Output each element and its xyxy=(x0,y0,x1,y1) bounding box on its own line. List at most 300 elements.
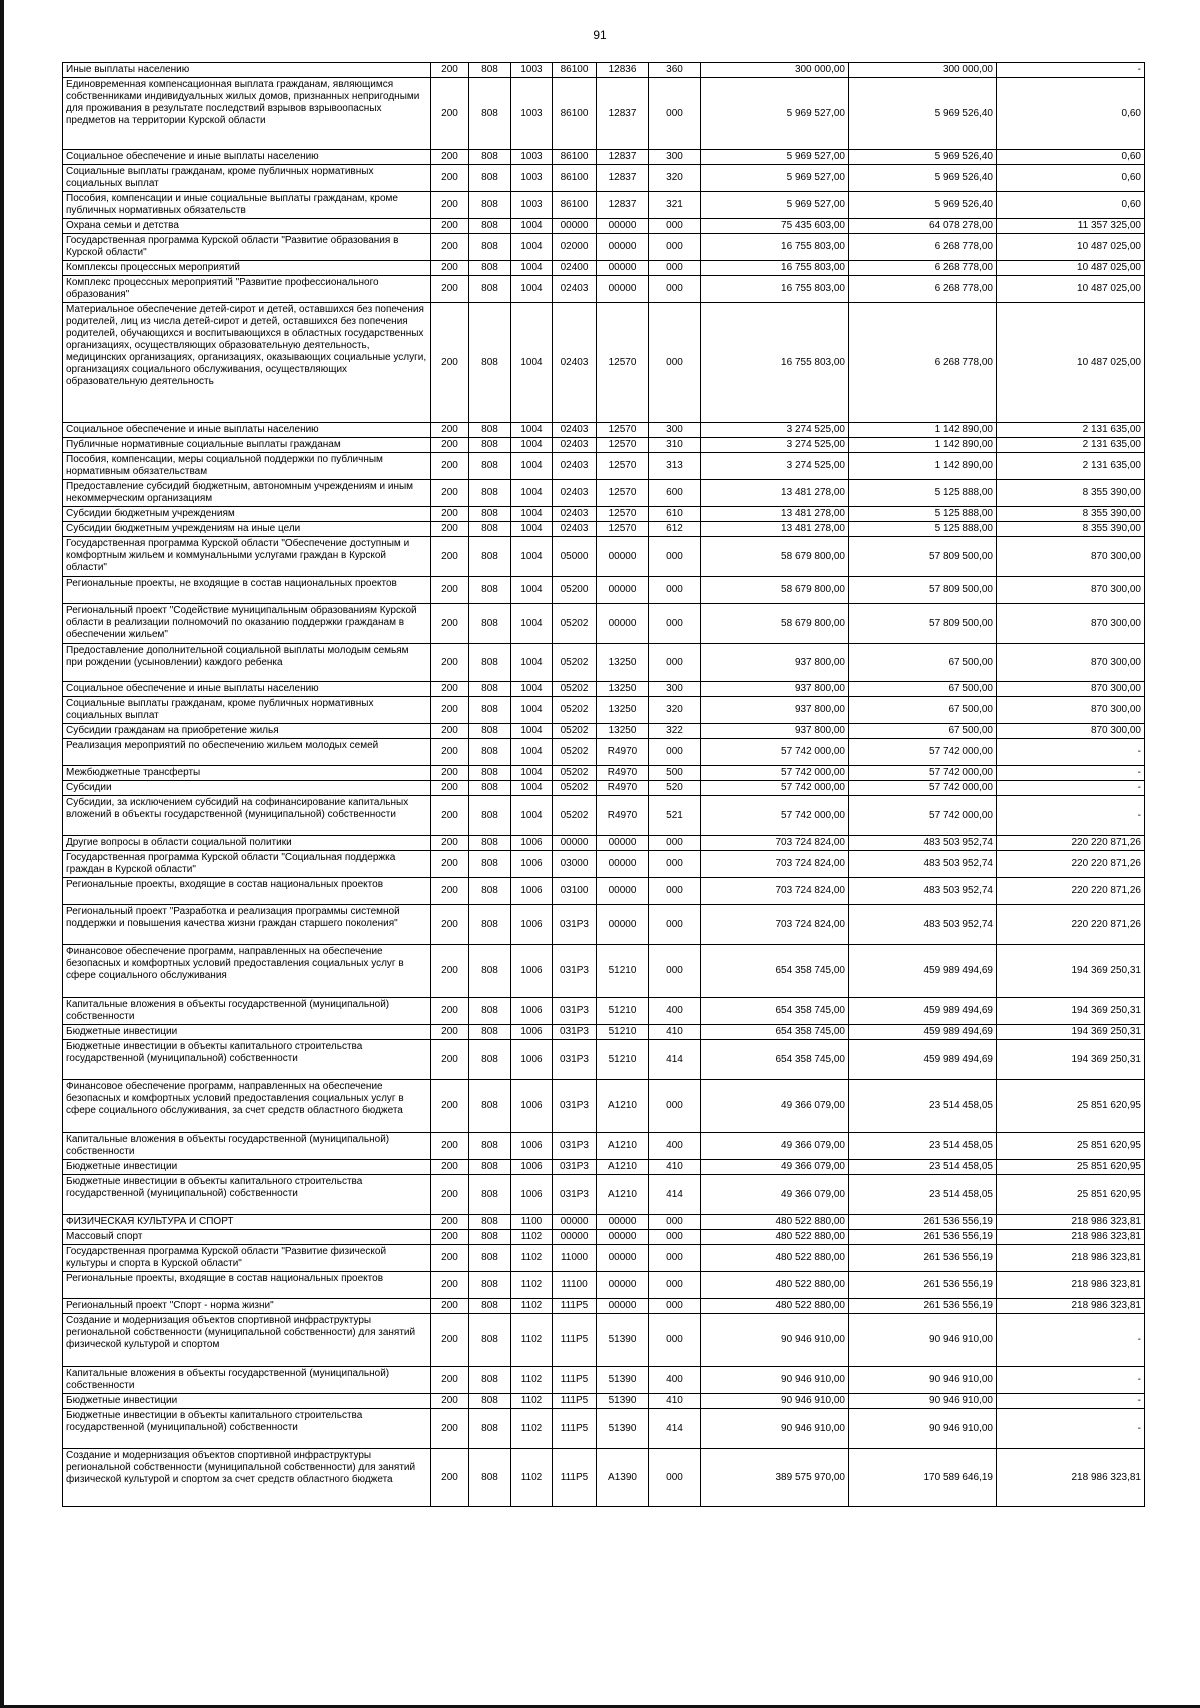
cell-amount-executed: 67 500,00 xyxy=(849,697,997,724)
cell-section-code: 1004 xyxy=(511,781,553,796)
table-row xyxy=(63,851,1145,878)
cell-department-code: 808 xyxy=(469,276,511,303)
cell-expense-type-code: 000 xyxy=(649,78,701,150)
cell-direction-code: 00000 xyxy=(597,1272,649,1299)
cell-department-code: 808 xyxy=(469,851,511,878)
cell-expense-type-code: 000 xyxy=(649,276,701,303)
cell-amount-remaining: 220 220 871,26 xyxy=(997,905,1145,945)
cell-name: Региональные проекты, входящие в состав национальных проектов xyxy=(63,1272,431,1299)
cell-name: Субсидии, за исключением субсидий на софинансирование капитальных вложений в объекты государственной (муниципальной) собственности xyxy=(63,796,431,836)
cell-amount-approved: 58 679 800,00 xyxy=(701,537,849,577)
table-row xyxy=(63,644,1145,682)
cell-ministry-code: 200 xyxy=(431,1245,469,1272)
cell-expense-type-code: 500 xyxy=(649,766,701,781)
cell-department-code: 808 xyxy=(469,234,511,261)
cell-ministry-code: 200 xyxy=(431,165,469,192)
cell-direction-code: A1210 xyxy=(597,1175,649,1215)
cell-name: Региональные проекты, входящие в состав национальных проектов xyxy=(63,878,431,905)
cell-amount-approved: 703 724 824,00 xyxy=(701,836,849,851)
cell-ministry-code: 200 xyxy=(431,303,469,423)
cell-amount-remaining: 194 369 250,31 xyxy=(997,1040,1145,1080)
cell-amount-remaining: 194 369 250,31 xyxy=(997,1025,1145,1040)
cell-name: Капитальные вложения в объекты государственной (муниципальной) собственности xyxy=(63,1367,431,1394)
table-row xyxy=(63,682,1145,697)
cell-amount-approved: 5 969 527,00 xyxy=(701,150,849,165)
cell-department-code: 808 xyxy=(469,192,511,219)
cell-amount-executed: 23 514 458,05 xyxy=(849,1160,997,1175)
cell-amount-approved: 703 724 824,00 xyxy=(701,851,849,878)
table-row xyxy=(63,604,1145,644)
cell-amount-approved: 16 755 803,00 xyxy=(701,234,849,261)
cell-amount-approved: 13 481 278,00 xyxy=(701,480,849,507)
cell-program-code: 05000 xyxy=(553,537,597,577)
budget-table xyxy=(62,62,1145,1507)
cell-program-code: 111P5 xyxy=(553,1409,597,1449)
cell-program-code: 02403 xyxy=(553,276,597,303)
cell-expense-type-code: 000 xyxy=(649,644,701,682)
cell-department-code: 808 xyxy=(469,1215,511,1230)
cell-amount-remaining: 8 355 390,00 xyxy=(997,480,1145,507)
cell-program-code: 02403 xyxy=(553,453,597,480)
table-row xyxy=(63,507,1145,522)
cell-program-code: 00000 xyxy=(553,219,597,234)
cell-program-code: 11000 xyxy=(553,1245,597,1272)
cell-amount-executed: 5 969 526,40 xyxy=(849,78,997,150)
cell-expense-type-code: 000 xyxy=(649,1080,701,1133)
cell-ministry-code: 200 xyxy=(431,522,469,537)
table-row xyxy=(63,537,1145,577)
cell-department-code: 808 xyxy=(469,480,511,507)
cell-ministry-code: 200 xyxy=(431,63,469,78)
cell-program-code: 00000 xyxy=(553,1230,597,1245)
cell-amount-remaining: 218 986 323,81 xyxy=(997,1299,1145,1314)
cell-direction-code: 00000 xyxy=(597,1245,649,1272)
cell-section-code: 1102 xyxy=(511,1409,553,1449)
cell-direction-code: 00000 xyxy=(597,1215,649,1230)
table-row xyxy=(63,78,1145,150)
cell-expense-type-code: 000 xyxy=(649,851,701,878)
cell-direction-code: A1210 xyxy=(597,1080,649,1133)
table-row xyxy=(63,453,1145,480)
table-row xyxy=(63,1409,1145,1449)
cell-amount-approved: 5 969 527,00 xyxy=(701,192,849,219)
cell-name: Государственная программа Курской области "Социальная поддержка граждан в Курской области" xyxy=(63,851,431,878)
cell-program-code: 111P5 xyxy=(553,1299,597,1314)
cell-amount-remaining: 0,60 xyxy=(997,165,1145,192)
cell-department-code: 808 xyxy=(469,63,511,78)
cell-department-code: 808 xyxy=(469,739,511,766)
cell-program-code: 02403 xyxy=(553,438,597,453)
cell-amount-remaining: 0,60 xyxy=(997,78,1145,150)
table-row xyxy=(63,1299,1145,1314)
cell-amount-approved: 654 358 745,00 xyxy=(701,1040,849,1080)
cell-section-code: 1102 xyxy=(511,1299,553,1314)
cell-amount-executed: 459 989 494,69 xyxy=(849,998,997,1025)
cell-section-code: 1004 xyxy=(511,480,553,507)
cell-amount-executed: 67 500,00 xyxy=(849,724,997,739)
cell-program-code: 031P3 xyxy=(553,1040,597,1080)
cell-name: Социальные выплаты гражданам, кроме публичных нормативных социальных выплат xyxy=(63,165,431,192)
cell-section-code: 1004 xyxy=(511,682,553,697)
cell-name: Пособия, компенсации и иные социальные выплаты гражданам, кроме публичных нормативных обязательств xyxy=(63,192,431,219)
cell-section-code: 1004 xyxy=(511,303,553,423)
cell-program-code: 02403 xyxy=(553,522,597,537)
cell-program-code: 031P3 xyxy=(553,945,597,998)
cell-ministry-code: 200 xyxy=(431,998,469,1025)
table-row xyxy=(63,303,1145,423)
cell-amount-remaining: 25 851 620,95 xyxy=(997,1175,1145,1215)
cell-ministry-code: 200 xyxy=(431,234,469,261)
cell-program-code: 02403 xyxy=(553,507,597,522)
cell-program-code: 86100 xyxy=(553,150,597,165)
cell-section-code: 1006 xyxy=(511,905,553,945)
cell-direction-code: 00000 xyxy=(597,219,649,234)
cell-name: Государственная программа Курской области "Развитие образования в Курской области" xyxy=(63,234,431,261)
cell-amount-remaining: 220 220 871,26 xyxy=(997,878,1145,905)
cell-amount-approved: 480 522 880,00 xyxy=(701,1245,849,1272)
cell-ministry-code: 200 xyxy=(431,577,469,604)
cell-department-code: 808 xyxy=(469,1230,511,1245)
cell-direction-code: 00000 xyxy=(597,276,649,303)
cell-ministry-code: 200 xyxy=(431,682,469,697)
cell-name: Финансовое обеспечение программ, направленных на обеспечение безопасных и комфортных условий предоставления социальных услуг в сфере социального обслуживания xyxy=(63,945,431,998)
table-row xyxy=(63,878,1145,905)
cell-direction-code: A1390 xyxy=(597,1449,649,1507)
table-row xyxy=(63,261,1145,276)
cell-amount-remaining: - xyxy=(997,766,1145,781)
cell-section-code: 1004 xyxy=(511,537,553,577)
cell-department-code: 808 xyxy=(469,766,511,781)
table-row xyxy=(63,836,1145,851)
cell-direction-code: 12836 xyxy=(597,63,649,78)
table-row xyxy=(63,150,1145,165)
table-row xyxy=(63,1367,1145,1394)
cell-section-code: 1102 xyxy=(511,1245,553,1272)
table-row xyxy=(63,1025,1145,1040)
cell-department-code: 808 xyxy=(469,604,511,644)
cell-amount-executed: 57 742 000,00 xyxy=(849,796,997,836)
cell-amount-executed: 6 268 778,00 xyxy=(849,303,997,423)
table-row xyxy=(63,998,1145,1025)
cell-name: Бюджетные инвестиции xyxy=(63,1160,431,1175)
table-row xyxy=(63,63,1145,78)
cell-amount-approved: 49 366 079,00 xyxy=(701,1080,849,1133)
cell-department-code: 808 xyxy=(469,453,511,480)
cell-expense-type-code: 000 xyxy=(649,1272,701,1299)
cell-expense-type-code: 000 xyxy=(649,836,701,851)
cell-department-code: 808 xyxy=(469,724,511,739)
cell-expense-type-code: 414 xyxy=(649,1040,701,1080)
cell-expense-type-code: 320 xyxy=(649,697,701,724)
cell-amount-remaining: 194 369 250,31 xyxy=(997,998,1145,1025)
cell-amount-approved: 13 481 278,00 xyxy=(701,522,849,537)
cell-amount-approved: 16 755 803,00 xyxy=(701,303,849,423)
cell-direction-code: 12837 xyxy=(597,150,649,165)
table-row xyxy=(63,1314,1145,1367)
table-row xyxy=(63,219,1145,234)
cell-ministry-code: 200 xyxy=(431,1299,469,1314)
cell-section-code: 1004 xyxy=(511,724,553,739)
cell-expense-type-code: 000 xyxy=(649,878,701,905)
cell-ministry-code: 200 xyxy=(431,1215,469,1230)
table-row xyxy=(63,1394,1145,1409)
cell-ministry-code: 200 xyxy=(431,438,469,453)
cell-expense-type-code: 414 xyxy=(649,1409,701,1449)
cell-amount-remaining: 870 300,00 xyxy=(997,644,1145,682)
cell-department-code: 808 xyxy=(469,682,511,697)
cell-amount-approved: 58 679 800,00 xyxy=(701,577,849,604)
cell-section-code: 1102 xyxy=(511,1230,553,1245)
cell-expense-type-code: 000 xyxy=(649,1245,701,1272)
cell-department-code: 808 xyxy=(469,577,511,604)
cell-program-code: 05202 xyxy=(553,724,597,739)
cell-expense-type-code: 000 xyxy=(649,1449,701,1507)
cell-amount-remaining: 870 300,00 xyxy=(997,724,1145,739)
cell-direction-code: 12570 xyxy=(597,480,649,507)
cell-ministry-code: 200 xyxy=(431,150,469,165)
cell-expense-type-code: 320 xyxy=(649,165,701,192)
cell-direction-code: 51390 xyxy=(597,1367,649,1394)
table-row xyxy=(63,1245,1145,1272)
cell-direction-code: 13250 xyxy=(597,697,649,724)
cell-amount-executed: 23 514 458,05 xyxy=(849,1133,997,1160)
cell-section-code: 1102 xyxy=(511,1272,553,1299)
cell-amount-executed: 5 125 888,00 xyxy=(849,480,997,507)
cell-amount-executed: 57 742 000,00 xyxy=(849,781,997,796)
cell-section-code: 1004 xyxy=(511,796,553,836)
cell-ministry-code: 200 xyxy=(431,1025,469,1040)
cell-amount-approved: 654 358 745,00 xyxy=(701,1025,849,1040)
cell-amount-remaining: 870 300,00 xyxy=(997,604,1145,644)
cell-direction-code: 12570 xyxy=(597,438,649,453)
cell-program-code: 86100 xyxy=(553,192,597,219)
cell-ministry-code: 200 xyxy=(431,1080,469,1133)
table-row xyxy=(63,796,1145,836)
cell-program-code: 05202 xyxy=(553,796,597,836)
cell-amount-approved: 5 969 527,00 xyxy=(701,165,849,192)
cell-department-code: 808 xyxy=(469,878,511,905)
cell-amount-executed: 261 536 556,19 xyxy=(849,1245,997,1272)
table-row xyxy=(63,945,1145,998)
cell-direction-code: 12570 xyxy=(597,507,649,522)
cell-amount-executed: 57 742 000,00 xyxy=(849,766,997,781)
cell-direction-code: 12570 xyxy=(597,522,649,537)
cell-department-code: 808 xyxy=(469,796,511,836)
cell-department-code: 808 xyxy=(469,998,511,1025)
cell-department-code: 808 xyxy=(469,1394,511,1409)
cell-amount-remaining: 2 131 635,00 xyxy=(997,453,1145,480)
cell-amount-remaining: 194 369 250,31 xyxy=(997,945,1145,998)
cell-name: Субсидии гражданам на приобретение жилья xyxy=(63,724,431,739)
cell-amount-approved: 3 274 525,00 xyxy=(701,453,849,480)
cell-section-code: 1006 xyxy=(511,836,553,851)
cell-expense-type-code: 000 xyxy=(649,261,701,276)
cell-amount-remaining: 10 487 025,00 xyxy=(997,276,1145,303)
cell-ministry-code: 200 xyxy=(431,219,469,234)
cell-ministry-code: 200 xyxy=(431,724,469,739)
cell-program-code: 02400 xyxy=(553,261,597,276)
cell-name: Бюджетные инвестиции xyxy=(63,1394,431,1409)
cell-department-code: 808 xyxy=(469,1080,511,1133)
cell-name: Предоставление субсидий бюджетным, автономным учреждениям и иным некоммерческим организациям xyxy=(63,480,431,507)
cell-program-code: 03000 xyxy=(553,851,597,878)
table-row xyxy=(63,739,1145,766)
cell-name: Комплекс процессных мероприятий "Развитие профессионального образования" xyxy=(63,276,431,303)
table-row xyxy=(63,697,1145,724)
cell-program-code: 031P3 xyxy=(553,1080,597,1133)
cell-amount-remaining: - xyxy=(997,63,1145,78)
cell-amount-remaining: 218 986 323,81 xyxy=(997,1230,1145,1245)
cell-amount-remaining: - xyxy=(997,1314,1145,1367)
cell-amount-remaining: 8 355 390,00 xyxy=(997,522,1145,537)
cell-department-code: 808 xyxy=(469,537,511,577)
cell-name: Субсидии xyxy=(63,781,431,796)
cell-amount-executed: 90 946 910,00 xyxy=(849,1367,997,1394)
cell-program-code: 031P3 xyxy=(553,1175,597,1215)
cell-amount-remaining: 2 131 635,00 xyxy=(997,438,1145,453)
cell-amount-remaining: 25 851 620,95 xyxy=(997,1160,1145,1175)
cell-amount-executed: 6 268 778,00 xyxy=(849,261,997,276)
table-row xyxy=(63,1272,1145,1299)
cell-direction-code: 00000 xyxy=(597,851,649,878)
cell-amount-executed: 6 268 778,00 xyxy=(849,276,997,303)
cell-expense-type-code: 000 xyxy=(649,219,701,234)
cell-amount-remaining: 220 220 871,26 xyxy=(997,836,1145,851)
cell-name: Публичные нормативные социальные выплаты гражданам xyxy=(63,438,431,453)
cell-section-code: 1004 xyxy=(511,219,553,234)
cell-ministry-code: 200 xyxy=(431,1175,469,1215)
cell-direction-code: 13250 xyxy=(597,644,649,682)
cell-direction-code: 12570 xyxy=(597,453,649,480)
cell-ministry-code: 200 xyxy=(431,851,469,878)
cell-department-code: 808 xyxy=(469,507,511,522)
cell-name: Массовый спорт xyxy=(63,1230,431,1245)
cell-ministry-code: 200 xyxy=(431,644,469,682)
cell-amount-executed: 64 078 278,00 xyxy=(849,219,997,234)
table-row xyxy=(63,766,1145,781)
cell-department-code: 808 xyxy=(469,1449,511,1507)
cell-department-code: 808 xyxy=(469,697,511,724)
cell-direction-code: 00000 xyxy=(597,836,649,851)
cell-expense-type-code: 000 xyxy=(649,1215,701,1230)
cell-amount-executed: 6 268 778,00 xyxy=(849,234,997,261)
cell-amount-remaining: 220 220 871,26 xyxy=(997,851,1145,878)
cell-amount-executed: 67 500,00 xyxy=(849,682,997,697)
table-row xyxy=(63,1175,1145,1215)
cell-direction-code: A1210 xyxy=(597,1133,649,1160)
table-row xyxy=(63,1230,1145,1245)
cell-name: Государственная программа Курской области "Обеспечение доступным и комфортным жильем и коммунальными услугами граждан в Курской области" xyxy=(63,537,431,577)
cell-department-code: 808 xyxy=(469,1025,511,1040)
cell-amount-remaining: 8 355 390,00 xyxy=(997,507,1145,522)
cell-expense-type-code: 000 xyxy=(649,537,701,577)
cell-expense-type-code: 000 xyxy=(649,1314,701,1367)
cell-amount-approved: 703 724 824,00 xyxy=(701,878,849,905)
cell-expense-type-code: 310 xyxy=(649,438,701,453)
cell-amount-executed: 483 503 952,74 xyxy=(849,851,997,878)
cell-section-code: 1004 xyxy=(511,261,553,276)
cell-section-code: 1003 xyxy=(511,165,553,192)
cell-ministry-code: 200 xyxy=(431,1272,469,1299)
cell-program-code: 031P3 xyxy=(553,1160,597,1175)
cell-amount-approved: 75 435 603,00 xyxy=(701,219,849,234)
cell-direction-code: 51210 xyxy=(597,1040,649,1080)
cell-program-code: 05202 xyxy=(553,766,597,781)
cell-section-code: 1003 xyxy=(511,192,553,219)
cell-expense-type-code: 414 xyxy=(649,1175,701,1215)
cell-section-code: 1006 xyxy=(511,1175,553,1215)
cell-name: Капитальные вложения в объекты государственной (муниципальной) собственности xyxy=(63,1133,431,1160)
cell-ministry-code: 200 xyxy=(431,276,469,303)
cell-department-code: 808 xyxy=(469,438,511,453)
cell-program-code: 111P5 xyxy=(553,1367,597,1394)
cell-expense-type-code: 000 xyxy=(649,1230,701,1245)
cell-name: Региональный проект "Разработка и реализация программы системной поддержки и повышения качества жизни граждан старшего поколения" xyxy=(63,905,431,945)
cell-expense-type-code: 521 xyxy=(649,796,701,836)
cell-department-code: 808 xyxy=(469,261,511,276)
cell-amount-approved: 3 274 525,00 xyxy=(701,438,849,453)
cell-ministry-code: 200 xyxy=(431,78,469,150)
cell-amount-approved: 654 358 745,00 xyxy=(701,945,849,998)
cell-direction-code: 51390 xyxy=(597,1314,649,1367)
cell-direction-code: 00000 xyxy=(597,577,649,604)
cell-amount-executed: 5 125 888,00 xyxy=(849,522,997,537)
cell-program-code: 05202 xyxy=(553,682,597,697)
cell-amount-remaining: 870 300,00 xyxy=(997,537,1145,577)
table-row xyxy=(63,724,1145,739)
cell-section-code: 1003 xyxy=(511,78,553,150)
cell-section-code: 1004 xyxy=(511,234,553,261)
cell-department-code: 808 xyxy=(469,1245,511,1272)
cell-amount-remaining: 11 357 325,00 xyxy=(997,219,1145,234)
cell-name: Региональный проект "Спорт - норма жизни" xyxy=(63,1299,431,1314)
cell-program-code: 031P3 xyxy=(553,998,597,1025)
cell-amount-approved: 90 946 910,00 xyxy=(701,1367,849,1394)
cell-name: Единовременная компенсационная выплата гражданам, являющимся собственниками индивидуальных жилых домов, признанных непригодными для проживания в результате последствий взрывов взрывоопасных предметов на территории Курской области xyxy=(63,78,431,150)
cell-ministry-code: 200 xyxy=(431,1394,469,1409)
cell-section-code: 1004 xyxy=(511,522,553,537)
cell-direction-code: 00000 xyxy=(597,905,649,945)
cell-ministry-code: 200 xyxy=(431,766,469,781)
table-row xyxy=(63,423,1145,438)
cell-amount-approved: 49 366 079,00 xyxy=(701,1160,849,1175)
cell-program-code: 02000 xyxy=(553,234,597,261)
cell-direction-code: R4970 xyxy=(597,739,649,766)
cell-amount-remaining: 10 487 025,00 xyxy=(997,261,1145,276)
cell-amount-executed: 261 536 556,19 xyxy=(849,1230,997,1245)
cell-amount-approved: 480 522 880,00 xyxy=(701,1299,849,1314)
cell-amount-remaining: 870 300,00 xyxy=(997,577,1145,604)
cell-expense-type-code: 321 xyxy=(649,192,701,219)
cell-amount-approved: 654 358 745,00 xyxy=(701,998,849,1025)
cell-direction-code: 00000 xyxy=(597,604,649,644)
cell-expense-type-code: 410 xyxy=(649,1025,701,1040)
cell-amount-executed: 23 514 458,05 xyxy=(849,1080,997,1133)
cell-department-code: 808 xyxy=(469,219,511,234)
cell-department-code: 808 xyxy=(469,1272,511,1299)
cell-ministry-code: 200 xyxy=(431,1314,469,1367)
cell-section-code: 1004 xyxy=(511,644,553,682)
cell-department-code: 808 xyxy=(469,945,511,998)
cell-ministry-code: 200 xyxy=(431,945,469,998)
cell-section-code: 1004 xyxy=(511,766,553,781)
cell-direction-code: 00000 xyxy=(597,261,649,276)
cell-name: Комплексы процессных мероприятий xyxy=(63,261,431,276)
cell-amount-executed: 1 142 890,00 xyxy=(849,438,997,453)
cell-name: Пособия, компенсации, меры социальной поддержки по публичным нормативным обязательствам xyxy=(63,453,431,480)
cell-department-code: 808 xyxy=(469,1409,511,1449)
table-row xyxy=(63,781,1145,796)
